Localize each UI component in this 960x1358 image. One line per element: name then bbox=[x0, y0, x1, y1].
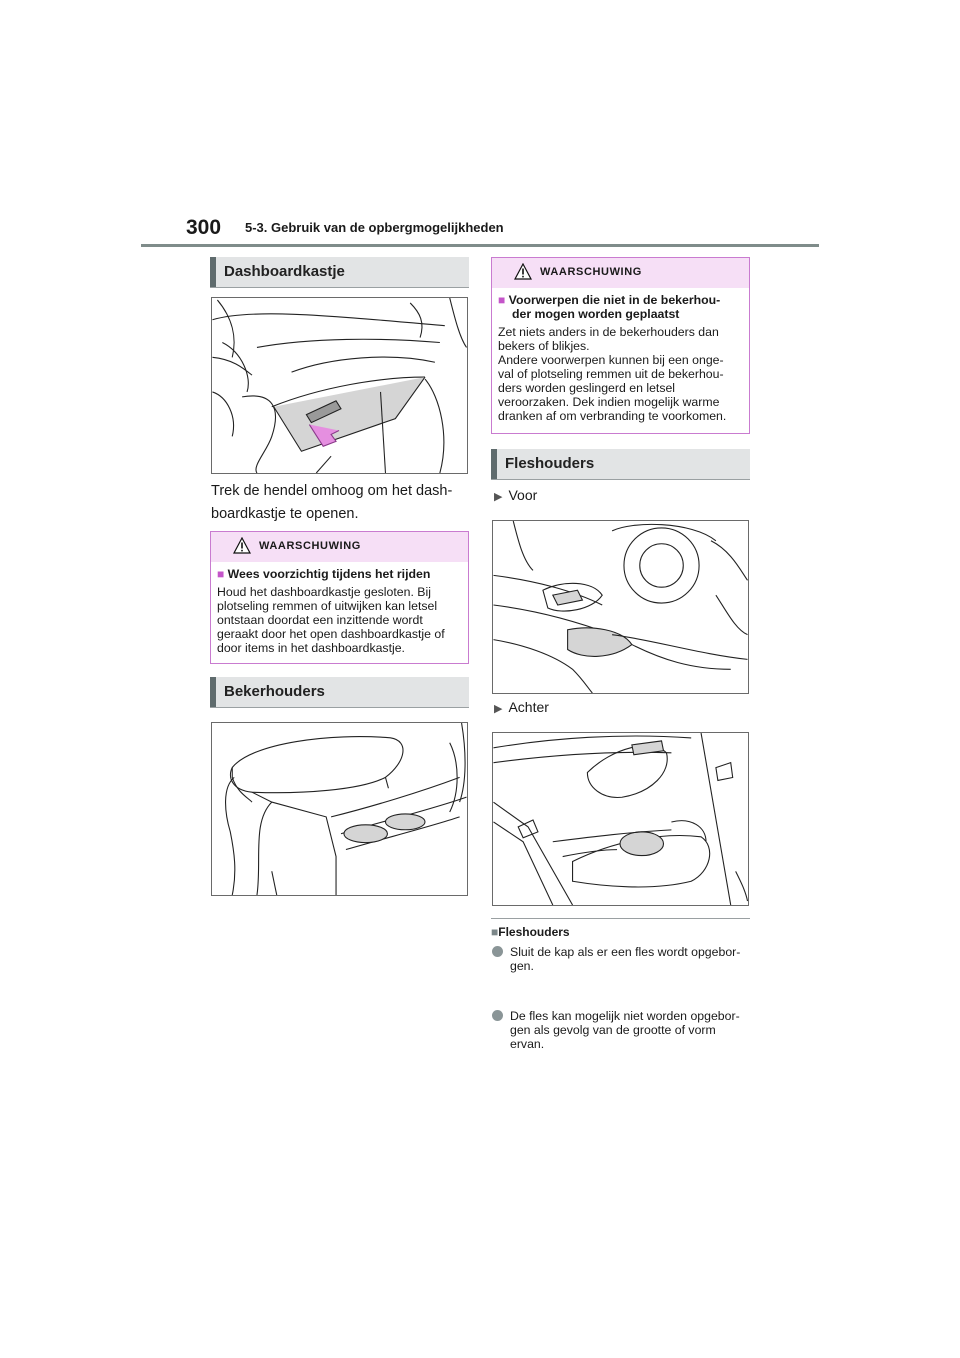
header-rule bbox=[141, 244, 819, 247]
heading-rule bbox=[491, 479, 750, 480]
warning-text-line: Houd het dashboardkastje gesloten. Bij bbox=[217, 585, 431, 599]
note-title-text: Fleshouders bbox=[498, 925, 570, 939]
warning-text-line: Zet niets anders in de bekerhouders dan bbox=[498, 325, 719, 339]
section-heading-fleshouders: Fleshouders bbox=[491, 449, 750, 479]
chapter-title: 5-3. Gebruik van de opbergmogelijkheden bbox=[245, 220, 504, 235]
square-bullet-icon: ■ bbox=[217, 567, 225, 581]
warning-text-line: plotseling remmen of uitwijken kan letsel bbox=[217, 599, 438, 613]
arrow-right-icon: ▶ bbox=[494, 491, 503, 503]
warning-subtitle-text: Wees voorzichtig tijdens het rijden bbox=[227, 567, 431, 581]
bullet-text: gen. bbox=[510, 959, 534, 973]
warning-text-line: door items in het dashboardkastje. bbox=[217, 641, 405, 655]
rear-bottle-holder-illustration bbox=[492, 732, 749, 906]
bullet-text: ervan. bbox=[510, 1037, 545, 1051]
warning-subtitle bbox=[498, 293, 743, 321]
warning-subtitle bbox=[217, 567, 462, 581]
warning-header bbox=[211, 532, 468, 562]
warning-text-line: ontstaan doordat een inzittende wordt bbox=[217, 613, 423, 627]
warning-text-line: veroorzaken. Dek indien mogelijk warme bbox=[498, 395, 720, 409]
glovebox-instruction bbox=[211, 480, 469, 526]
warning-box-driving bbox=[210, 531, 469, 664]
warning-title: WAARSCHUWING bbox=[540, 266, 642, 278]
warning-text-line: ders worden geslingerd en letsel bbox=[498, 381, 676, 395]
note-bullet bbox=[492, 1009, 768, 1051]
circle-bullet-icon bbox=[492, 1010, 503, 1021]
section-heading-dashboardkastje: Dashboardkastje bbox=[210, 257, 469, 287]
circle-bullet-icon bbox=[492, 946, 503, 957]
cupholder-illustration bbox=[211, 722, 468, 896]
warning-box-cupholder bbox=[491, 257, 750, 434]
warning-text-line: val of plotseling remmen uit de bekerhou- bbox=[498, 367, 724, 381]
note-title bbox=[491, 925, 570, 939]
warning-text-line: dranken af om verbranding te voorkomen. bbox=[498, 409, 727, 423]
front-bottle-holder-illustration bbox=[492, 520, 749, 694]
rear-label-text: Achter bbox=[508, 699, 549, 715]
instruction-line: boardkastje te openen. bbox=[211, 506, 359, 522]
warning-text-line: geraakt door het open dashboardkastje of bbox=[217, 627, 445, 641]
heading-rule bbox=[210, 707, 469, 708]
bullet-text: gen als gevolg van de grootte of vorm bbox=[510, 1023, 716, 1037]
section-heading-bekerhouders: Bekerhouders bbox=[210, 677, 469, 707]
note-bullet bbox=[492, 945, 768, 973]
bullet-text: De fles kan mogelijk niet worden opgebor- bbox=[510, 1009, 740, 1023]
instruction-line: Trek de hendel omhoog om het dash- bbox=[211, 483, 453, 499]
rear-label bbox=[494, 699, 549, 715]
warning-text-line: bekers of blikjes. bbox=[498, 339, 590, 353]
heading-rule bbox=[210, 287, 469, 288]
warning-subtitle-text: Voorwerpen die niet in de bekerhou- bbox=[508, 293, 721, 307]
front-label-text: Voor bbox=[508, 487, 538, 503]
warning-triangle-icon bbox=[514, 263, 532, 280]
glovebox-illustration bbox=[211, 297, 468, 474]
warning-subtitle-text: der mogen worden geplaatst bbox=[512, 307, 680, 321]
warning-title: WAARSCHUWING bbox=[259, 540, 361, 552]
arrow-right-icon: ▶ bbox=[494, 703, 503, 715]
page-number: 300 bbox=[186, 216, 222, 239]
warning-header bbox=[492, 258, 749, 288]
square-bullet-icon: ■ bbox=[491, 925, 499, 939]
warning-text-line: Andere voorwerpen kunnen bij een onge- bbox=[498, 353, 724, 367]
note-rule bbox=[491, 918, 750, 919]
front-label bbox=[494, 487, 537, 503]
square-bullet-icon: ■ bbox=[498, 293, 506, 307]
warning-triangle-icon bbox=[233, 537, 251, 554]
bullet-text: Sluit de kap als er een fles wordt opgebor- bbox=[510, 945, 741, 959]
